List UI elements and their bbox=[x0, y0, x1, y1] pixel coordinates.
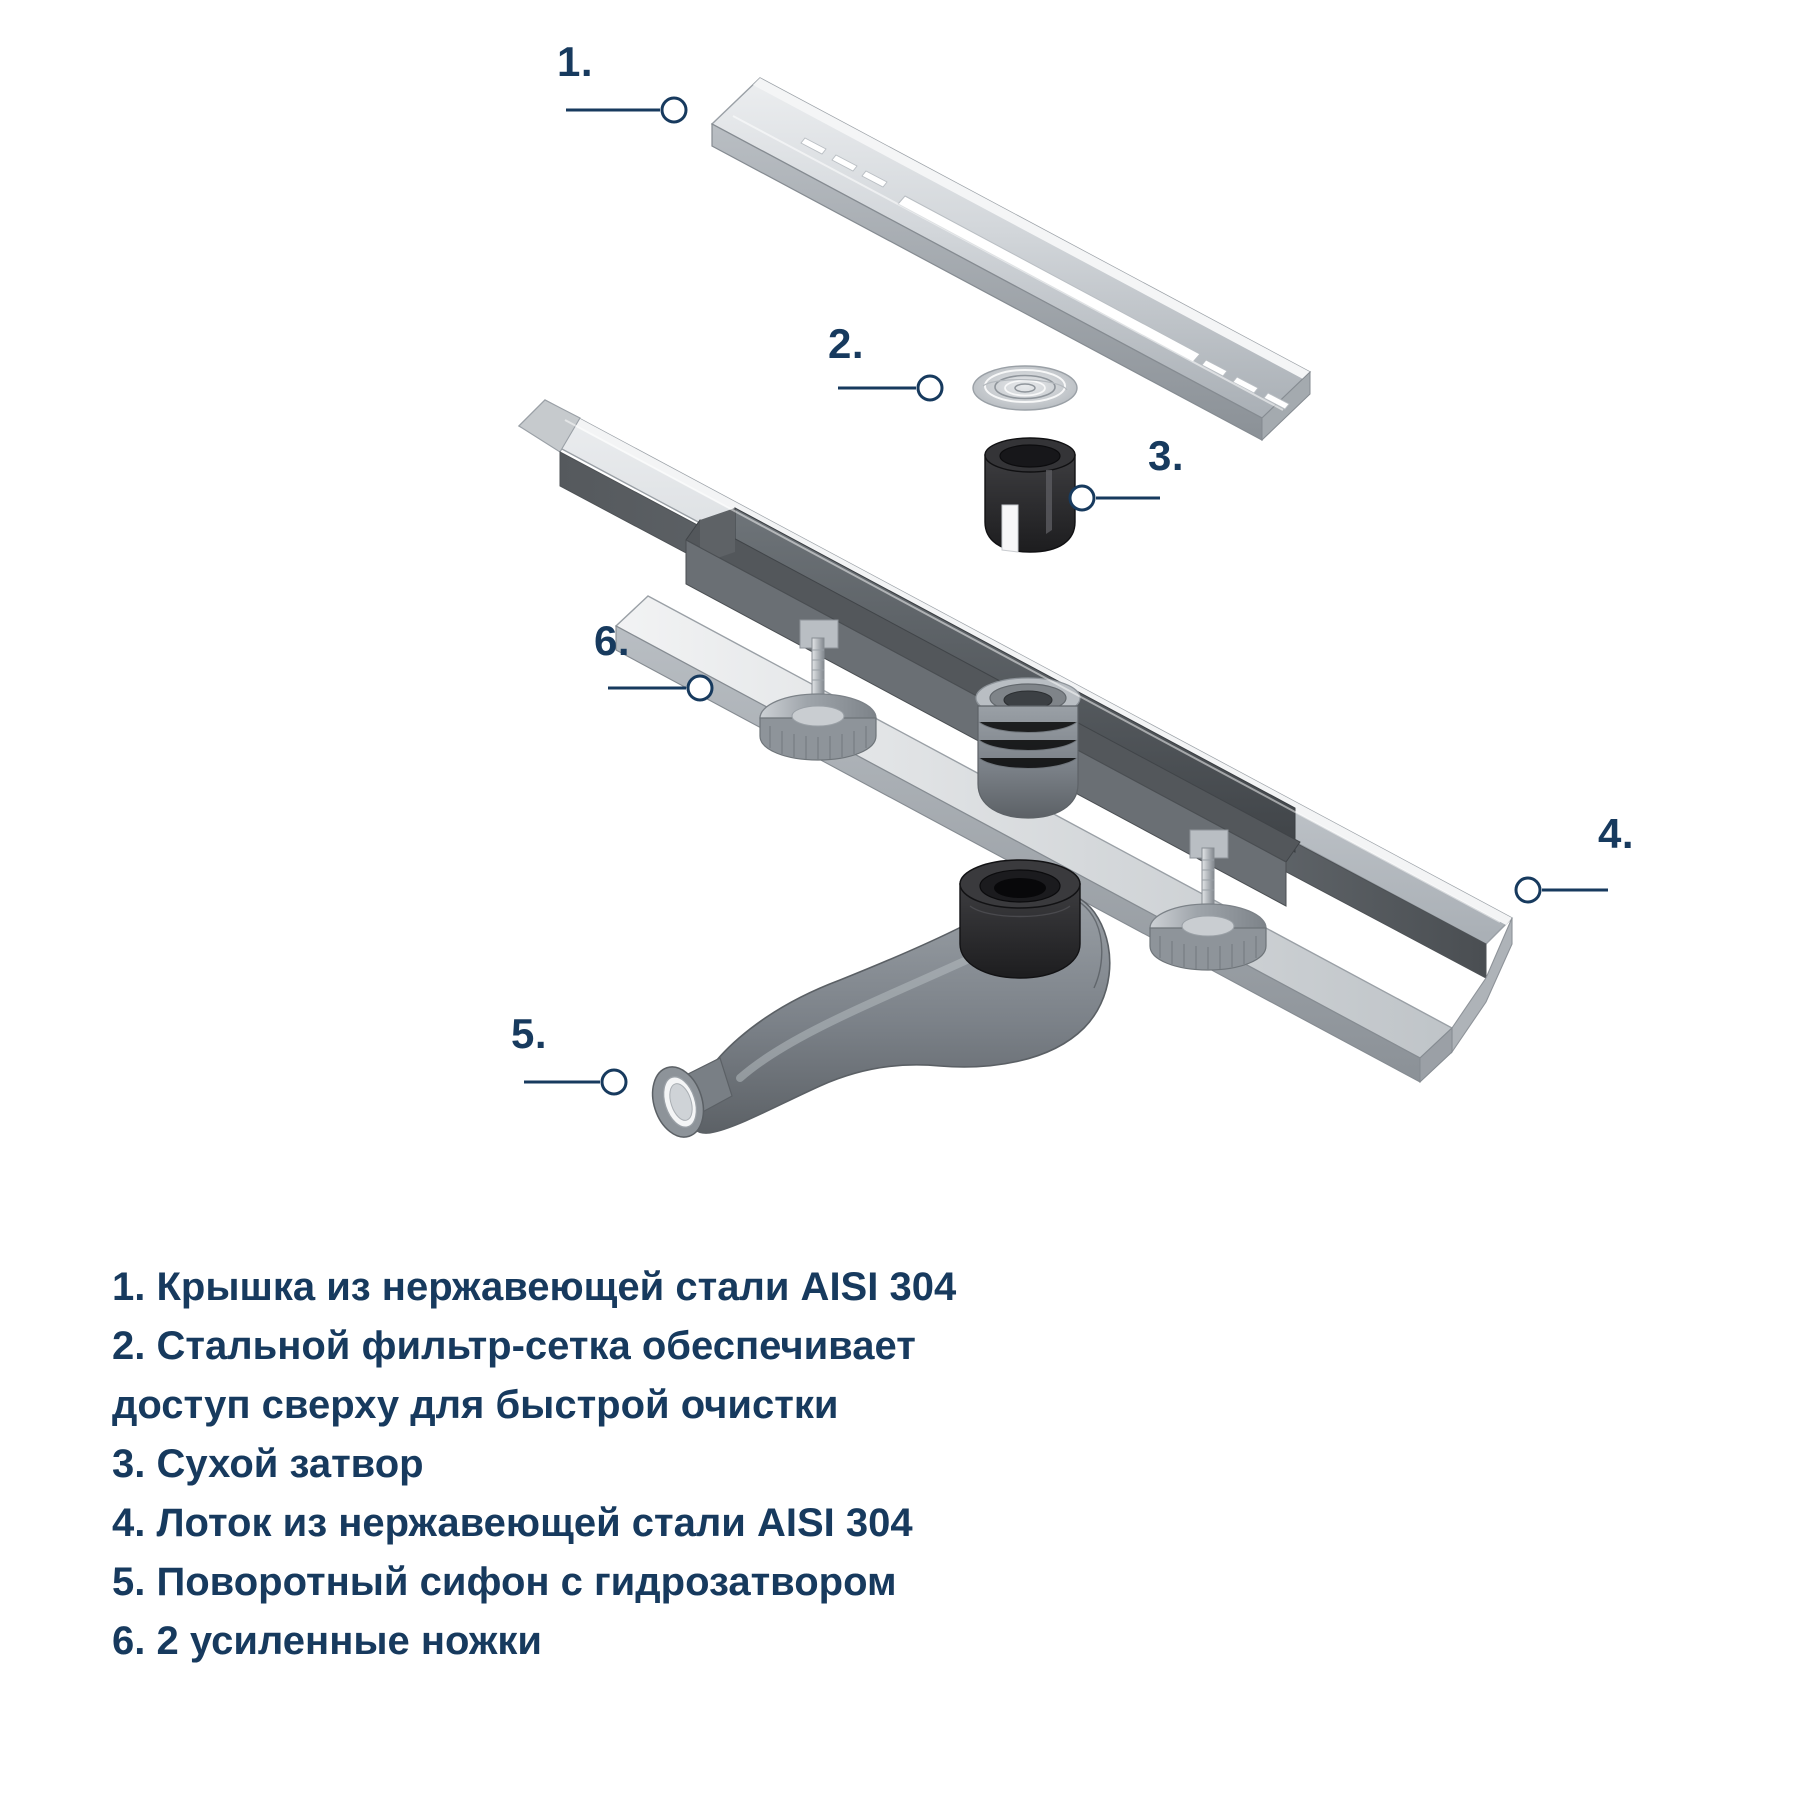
callout-number-3: 3. bbox=[1148, 432, 1185, 479]
callout-leader-2 bbox=[838, 376, 942, 400]
part-rotating-siphon-with-water-seal bbox=[644, 860, 1110, 1144]
legend-line-2-continued: доступ сверху для быстрой очистки bbox=[112, 1383, 839, 1427]
callout-leader-6 bbox=[608, 676, 712, 700]
legend-line-5: 5. Поворотный сифон с гидрозатвором bbox=[112, 1560, 897, 1604]
callout-leader-4 bbox=[1516, 878, 1608, 902]
legend-line-4: 4. Лоток из нержавеющей стали AISI 304 bbox=[112, 1501, 913, 1545]
callout-leader-5 bbox=[524, 1070, 626, 1094]
legend bbox=[112, 1258, 1412, 1671]
callout-number-2: 2. bbox=[828, 320, 865, 367]
callout-number-5: 5. bbox=[511, 1010, 548, 1057]
part-dry-seal bbox=[985, 438, 1075, 552]
callout-number-6: 6. bbox=[594, 617, 631, 664]
part-steel-filter-mesh bbox=[973, 366, 1077, 410]
siphon-inlet-collar bbox=[960, 860, 1080, 978]
drain-outlet-boss bbox=[976, 678, 1080, 818]
legend-line-6: 6. 2 усиленные ножки bbox=[112, 1619, 542, 1663]
legend-line-1: 1. Крышка из нержавеющей стали AISI 304 bbox=[112, 1265, 957, 1309]
callout-leader-3 bbox=[1070, 486, 1160, 510]
legend-line-2: 2. Стальной фильтр-сетка обеспечивает bbox=[112, 1324, 916, 1368]
legend-line-3: 3. Сухой затвор bbox=[112, 1442, 424, 1486]
callout-number-1: 1. bbox=[557, 38, 594, 85]
callout-number-4: 4. bbox=[1598, 810, 1635, 857]
callout-leader-1 bbox=[566, 98, 686, 122]
